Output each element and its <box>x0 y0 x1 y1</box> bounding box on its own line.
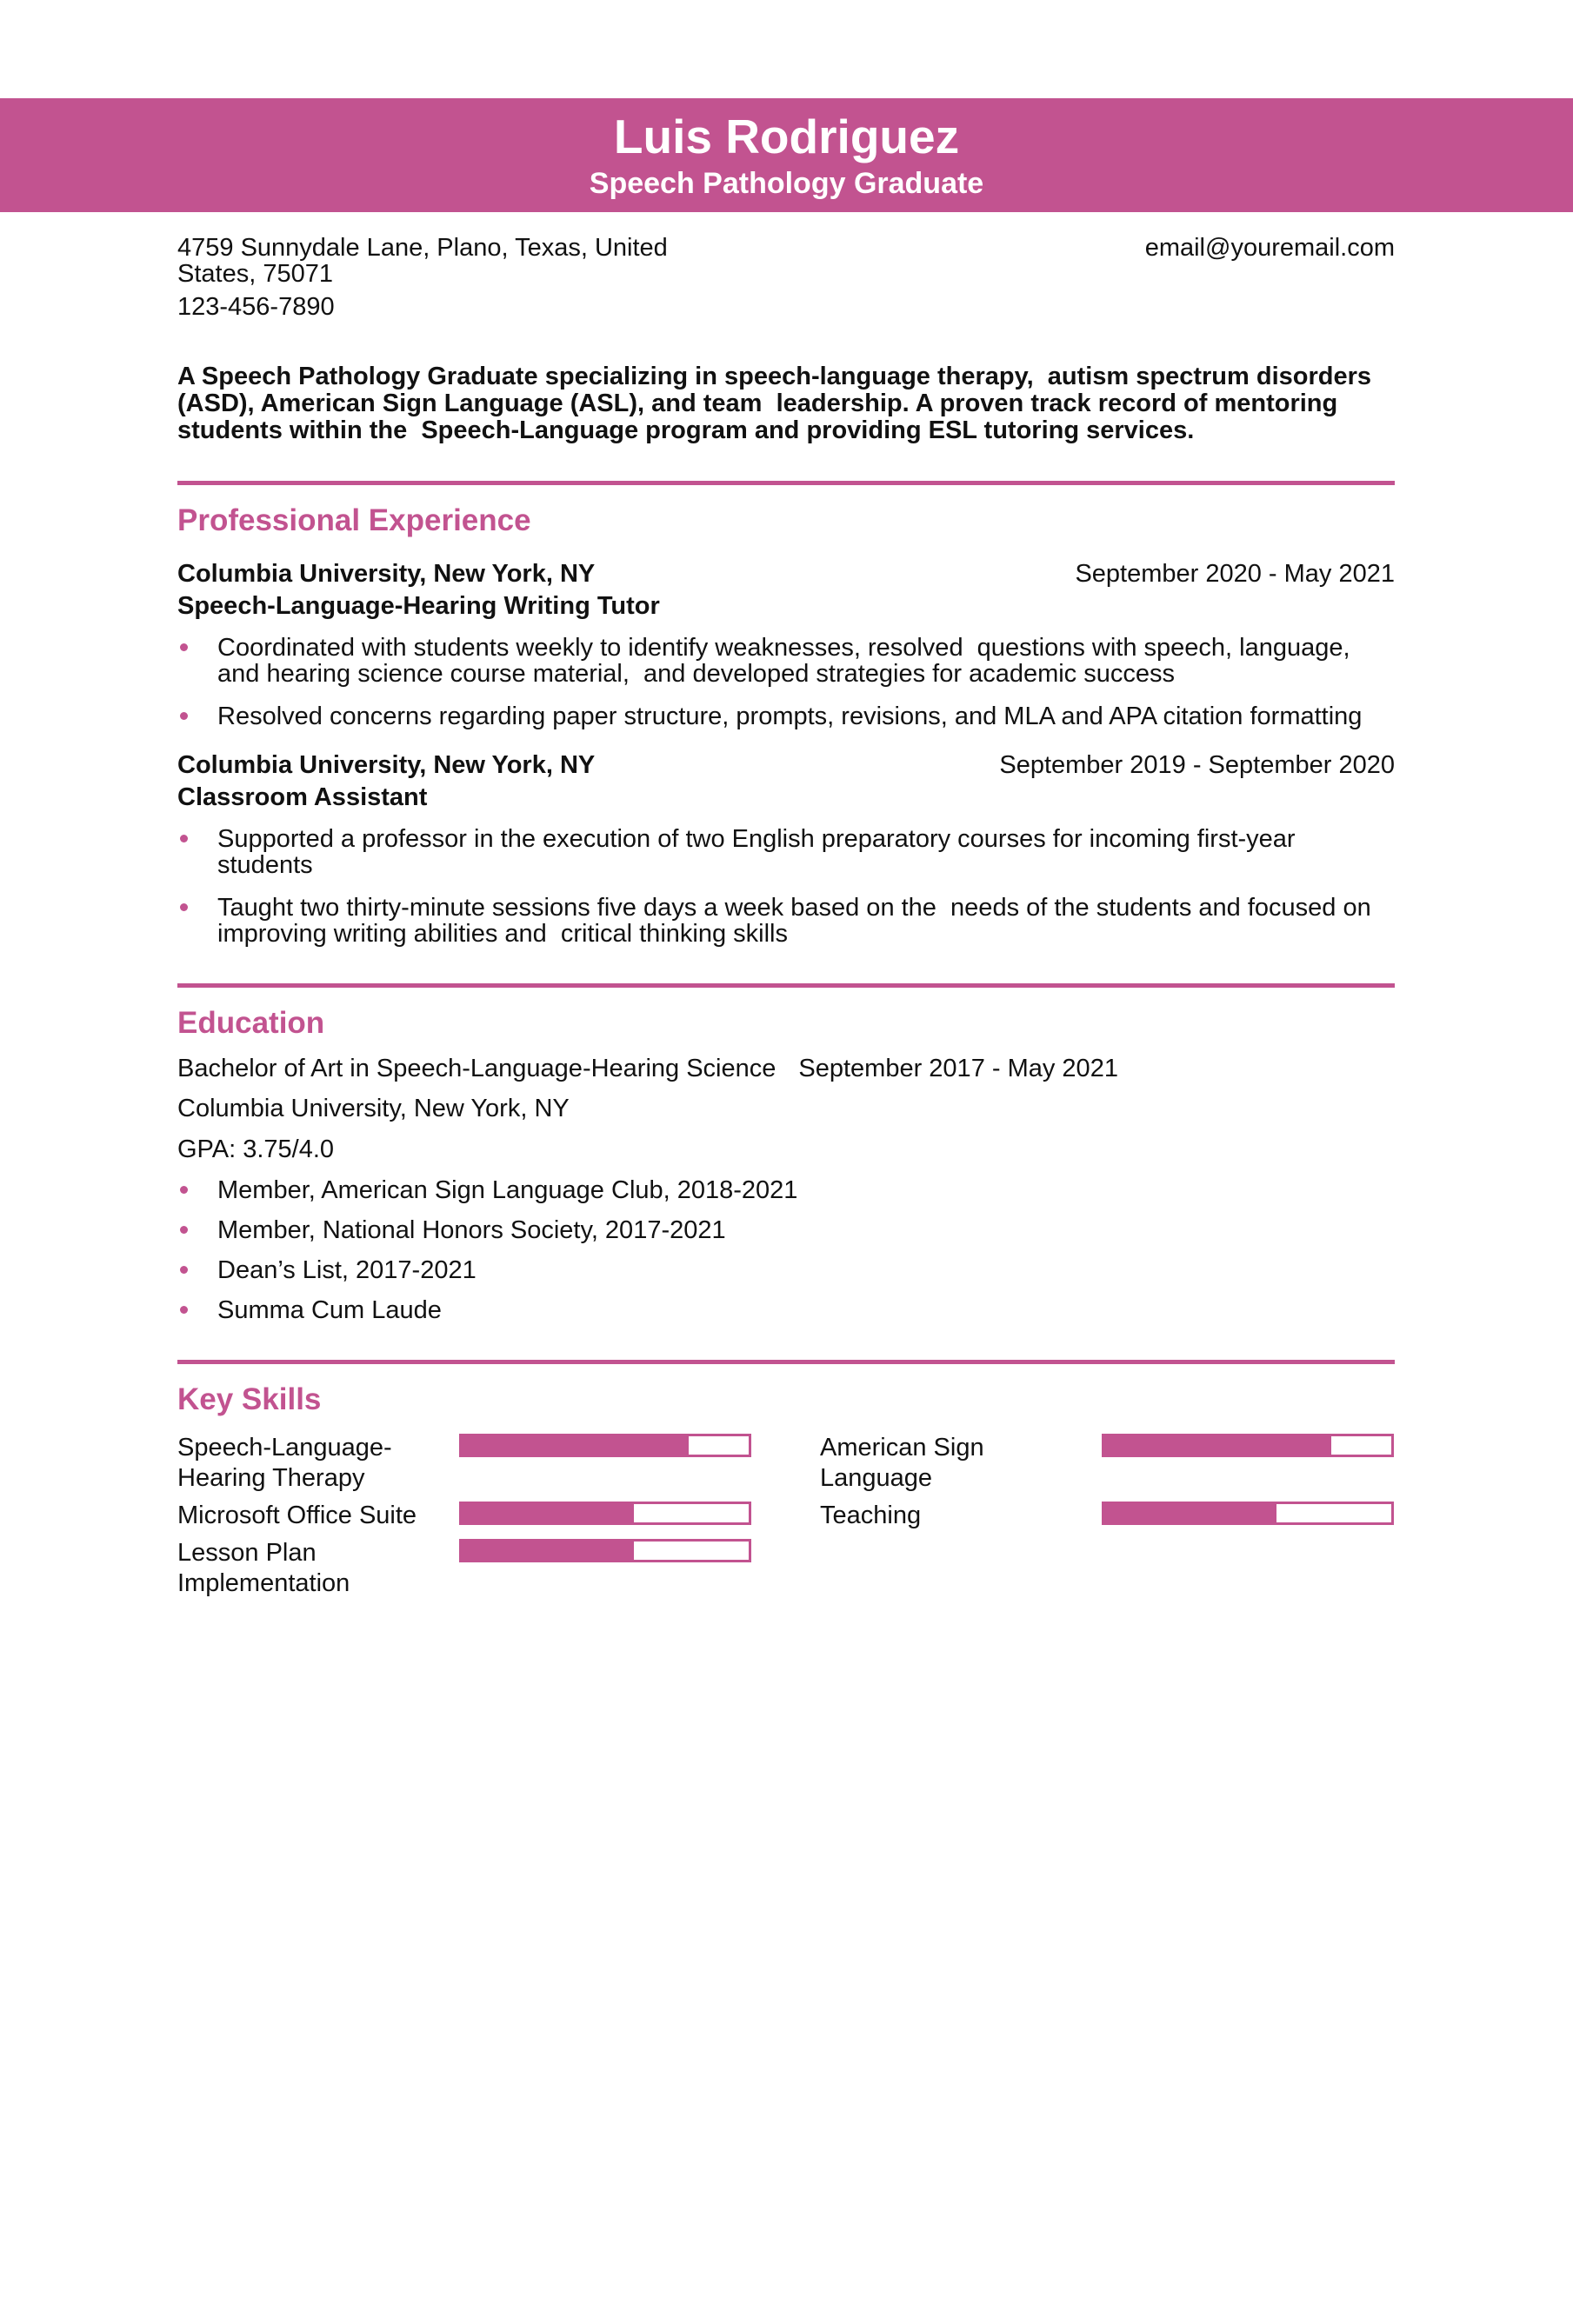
job-bullet-list <box>177 826 1395 947</box>
skill-item <box>177 1433 754 1494</box>
job-role: Classroom Assistant <box>177 783 428 811</box>
job-dates: September 2020 - May 2021 <box>1075 560 1395 588</box>
bullet-text: Dean’s List, 2017-2021 <box>217 1256 477 1284</box>
bullet-dot-icon <box>180 1306 188 1314</box>
education-degree-line <box>177 1055 1395 1082</box>
bullet-dot-icon <box>180 835 188 842</box>
skill-label: Speech-Language-Hearing Therapy <box>177 1434 392 1492</box>
skill-label: Microsoft Office Suite <box>177 1502 417 1529</box>
job-dates: September 2019 - September 2020 <box>999 751 1395 779</box>
skill-progress-fill <box>462 1436 689 1455</box>
skills-section-heading: Key Skills <box>177 1382 322 1416</box>
address-line-2: States, 75071 <box>177 260 333 288</box>
job-header <box>177 752 1395 778</box>
bullet-dot-icon <box>180 712 188 720</box>
bullet-text: Member, National Honors Society, 2017-2021 <box>217 1216 726 1244</box>
address-line-1: 4759 Sunnydale Lane, Plano, Texas, United <box>177 234 668 262</box>
job-employer: Columbia University, New York, NY <box>177 751 596 779</box>
bullet-item <box>177 703 1395 729</box>
skill-progress-bar <box>459 1434 751 1457</box>
bullet-text: Taught two thirty-minute sessions five days a week based on the needs of the students and focused on improving writing abilities and critical thinking skills <box>217 894 1378 948</box>
resume-content <box>177 235 1395 1599</box>
skill-label: American Sign Language <box>820 1434 984 1492</box>
bullet-dot-icon <box>180 1266 188 1274</box>
bullet-item <box>177 1297 1395 1323</box>
education-section-heading: Education <box>177 1006 325 1040</box>
skill-item <box>177 1538 754 1599</box>
bullet-dot-icon <box>180 643 188 651</box>
job-header <box>177 561 1395 587</box>
bullet-item <box>177 826 1395 878</box>
bullet-text: Resolved concerns regarding paper structure, prompts, revisions, and MLA and APA citation formatting <box>217 703 1363 730</box>
bullet-text: Coordinated with students weekly to identify weaknesses, resolved questions with speech, language, and hearing science course material, and developed strategies for academic success <box>217 634 1357 688</box>
bullet-text: Member, American Sign Language Club, 2018-2021 <box>217 1176 798 1204</box>
bullet-text: Summa Cum Laude <box>217 1296 442 1324</box>
education-school: Columbia University, New York, NY <box>177 1095 570 1122</box>
skill-progress-fill <box>462 1504 634 1522</box>
header-band <box>0 98 1573 212</box>
bullet-dot-icon <box>180 1186 188 1194</box>
skill-label: Lesson Plan Implementation <box>177 1539 350 1597</box>
skill-item <box>820 1501 1395 1531</box>
skill-item <box>177 1501 754 1531</box>
contact-section <box>177 235 1395 320</box>
bullet-item <box>177 1257 1395 1283</box>
job-entry <box>177 561 1395 729</box>
experience-section-heading: Professional Experience <box>177 503 531 537</box>
bullet-item <box>177 1177 1395 1203</box>
bullet-item <box>177 895 1395 947</box>
section-divider <box>177 481 1395 485</box>
section-divider <box>177 1360 1395 1364</box>
job-employer: Columbia University, New York, NY <box>177 560 596 588</box>
section-divider <box>177 983 1395 988</box>
job-role: Speech-Language-Hearing Writing Tutor <box>177 592 660 620</box>
bullet-item <box>177 1217 1395 1243</box>
address-block <box>177 235 751 320</box>
bullet-dot-icon <box>180 1226 188 1234</box>
skill-item <box>820 1433 1395 1494</box>
education-bullet-list <box>177 1177 1395 1323</box>
resume-page <box>0 98 1573 2324</box>
skill-progress-fill <box>1104 1436 1331 1455</box>
bullet-item <box>177 635 1395 687</box>
education-gpa: GPA: 3.75/4.0 <box>177 1135 335 1163</box>
person-name: Luis Rodriguez <box>613 109 960 163</box>
education-degree: Bachelor of Art in Speech-Language-Hearing Science <box>177 1055 777 1082</box>
email-address: email@youremail.com <box>1144 234 1395 262</box>
person-job-title: Speech Pathology Graduate <box>589 166 984 200</box>
summary-paragraph: A Speech Pathology Graduate specializing in speech-language therapy, autism spectrum disorders (ASD), American Sign Language (ASL), and team leadership. A proven track record of mentoring students within the Speech-Language program and providing ESL tutoring services. <box>177 363 1379 444</box>
education-dates: September 2017 - May 2021 <box>798 1055 1118 1082</box>
phone-number: 123-456-7890 <box>177 293 335 321</box>
bullet-text: Supported a professor in the execution of two English preparatory courses for incoming first-year students <box>217 825 1303 879</box>
bullet-dot-icon <box>180 903 188 911</box>
skill-progress-bar <box>1102 1502 1394 1525</box>
job-entry <box>177 752 1395 947</box>
skill-progress-fill <box>462 1542 634 1560</box>
skill-progress-bar <box>459 1539 751 1562</box>
skill-progress-bar <box>1102 1434 1394 1457</box>
skill-progress-bar <box>459 1502 751 1525</box>
skills-grid <box>177 1433 1395 1599</box>
job-bullet-list <box>177 635 1395 729</box>
skill-label: Teaching <box>820 1502 922 1529</box>
skill-progress-fill <box>1104 1504 1276 1522</box>
